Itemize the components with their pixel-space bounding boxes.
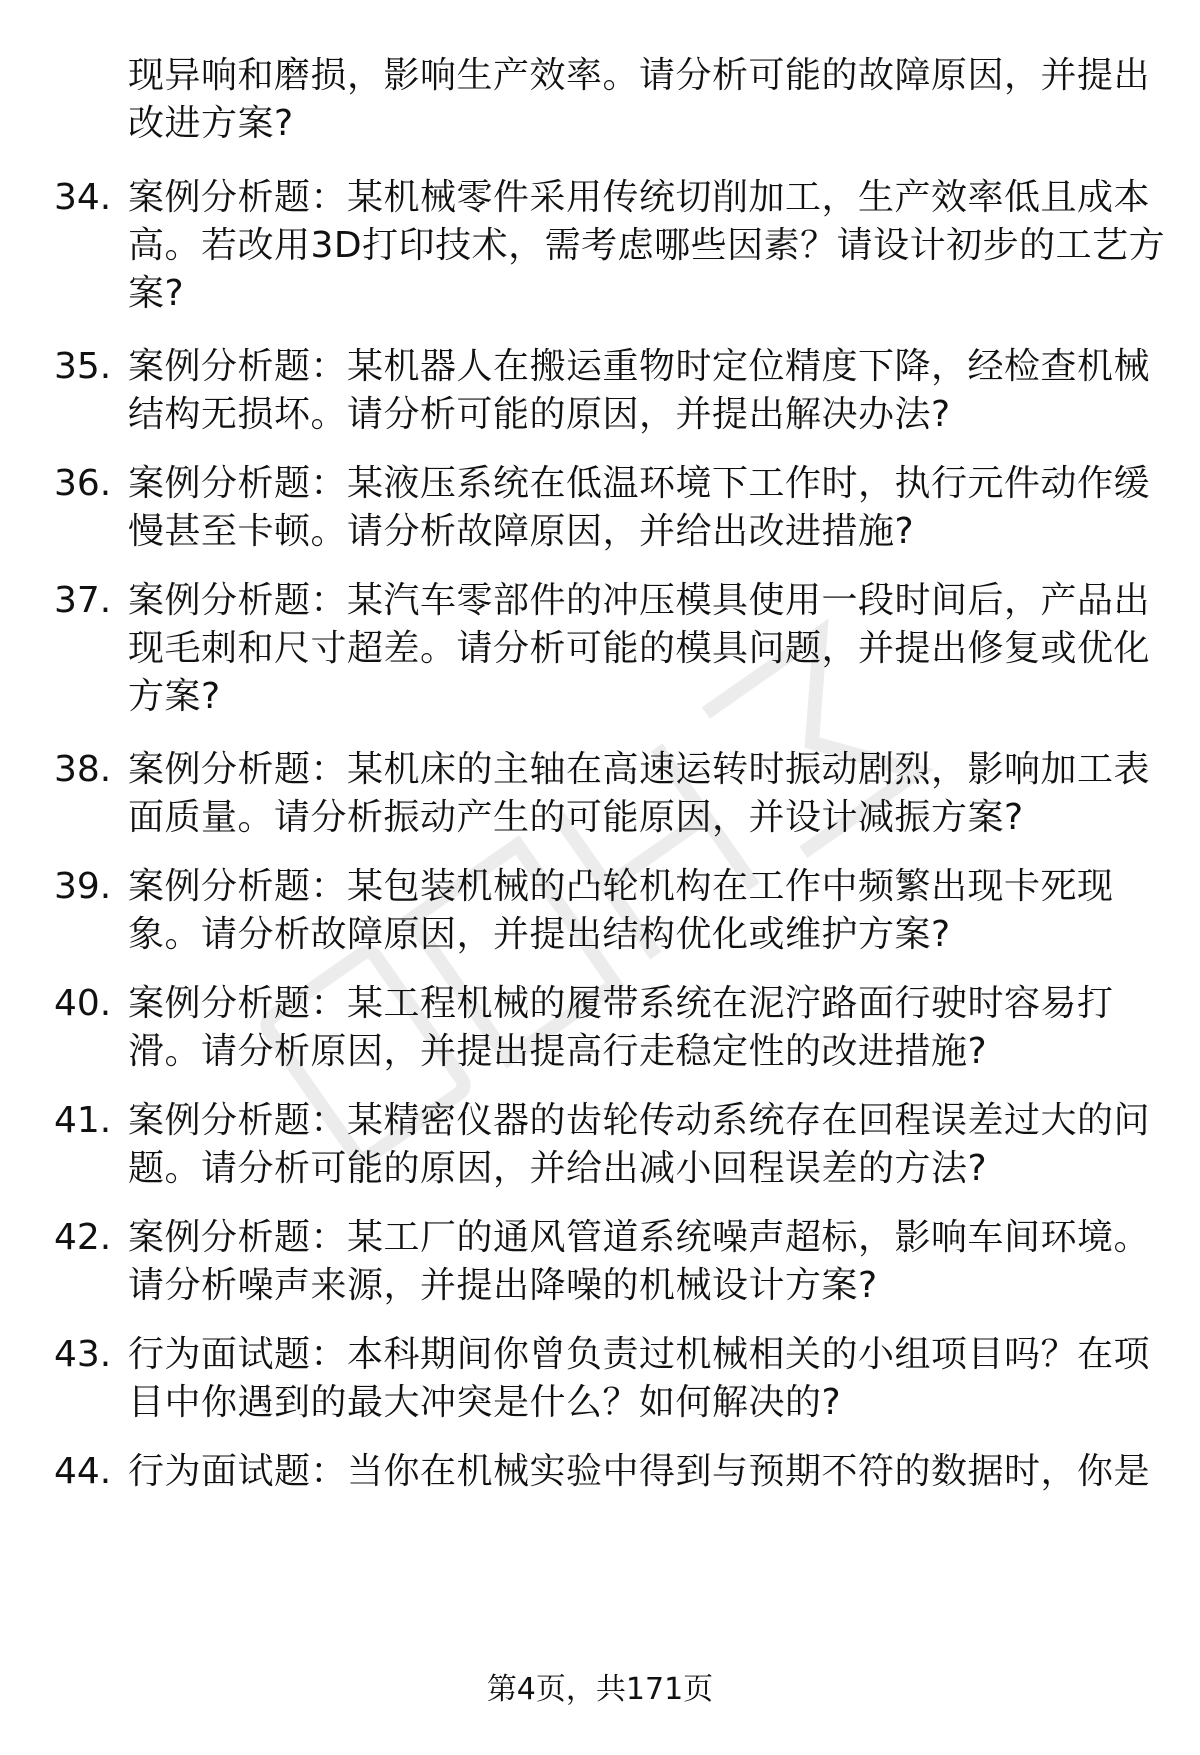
question-text: 案例分析题：某包装机械的凸轮机构在工作中频繁出现卡死现 — [128, 866, 1114, 907]
question-number: 37. — [54, 580, 112, 621]
question-number: 41. — [54, 1100, 112, 1141]
question-text-continuation: 方案? — [128, 676, 221, 717]
question-number: 38. — [54, 749, 112, 790]
question-text: 行为面试题：本科期间你曾负责过机械相关的小组项目吗？在项 — [128, 1334, 1151, 1375]
question-number: 36. — [54, 463, 112, 504]
question-text-continuation: 现毛刺和尺寸超差。请分析可能的模具问题，并提出修复或优化 — [128, 628, 1151, 669]
page-footer: 第4页，共171页 — [486, 1672, 714, 1707]
question-text-continuation: 请分析噪声来源，并提出降噪的机械设计方案? — [128, 1265, 878, 1306]
question-text: 案例分析题：某汽车零部件的冲压模具使用一段时间后，产品出 — [128, 580, 1151, 621]
question-text-continuation: 结构无损坏。请分析可能的原因，并提出解决办法? — [128, 394, 951, 435]
question-text-continuation: 慢甚至卡顿。请分析故障原因，并给出改进措施? — [128, 511, 915, 552]
question-text: 案例分析题：某机器人在搬运重物时定位精度下降，经检查机械 — [128, 346, 1151, 387]
question-text-continuation: 象。请分析故障原因，并提出结构优化或维护方案? — [128, 914, 951, 955]
question-text-continuation: 案? — [128, 273, 185, 314]
question-text: 案例分析题：某机床的主轴在高速运转时振动剧烈，影响加工表 — [128, 749, 1151, 790]
question-number: 34. — [54, 177, 112, 218]
question-text-continuation: 现异响和磨损，影响生产效率。请分析可能的故障原因，并提出 — [128, 55, 1151, 96]
question-number: 44. — [54, 1451, 112, 1492]
question-text: 案例分析题：某精密仪器的齿轮传动系统存在回程误差过大的问 — [128, 1100, 1151, 1141]
question-text: 案例分析题：某机械零件采用传统切削加工，生产效率低且成本 — [128, 177, 1151, 218]
question-text-continuation: 滑。请分析原因，并提出提高行走稳定性的改进措施? — [128, 1031, 988, 1072]
question-number: 35. — [54, 346, 112, 387]
question-text: 案例分析题：某液压系统在低温环境下工作时，执行元件动作缓 — [128, 463, 1151, 504]
question-text-continuation: 高。若改用3D打印技术，需考虑哪些因素？请设计初步的工艺方 — [128, 225, 1166, 266]
question-number: 42. — [54, 1217, 112, 1258]
question-text: 案例分析题：某工厂的通风管道系统噪声超标，影响车间环境。 — [128, 1217, 1151, 1258]
question-text-continuation: 题。请分析可能的原因，并给出减小回程误差的方法? — [128, 1148, 988, 1189]
question-number: 40. — [54, 983, 112, 1024]
question-number: 43. — [54, 1334, 112, 1375]
question-text-continuation: 面质量。请分析振动产生的可能原因，并设计减振方案? — [128, 797, 1024, 838]
question-text: 案例分析题：某工程机械的履带系统在泥泞路面行驶时容易打 — [128, 983, 1114, 1024]
question-text: 行为面试题：当你在机械实验中得到与预期不符的数据时，你是 — [128, 1451, 1151, 1492]
question-text-continuation: 目中你遇到的最大冲突是什么？如何解决的? — [128, 1382, 842, 1423]
question-text-continuation: 改进方案? — [128, 103, 294, 144]
question-number: 39. — [54, 866, 112, 907]
